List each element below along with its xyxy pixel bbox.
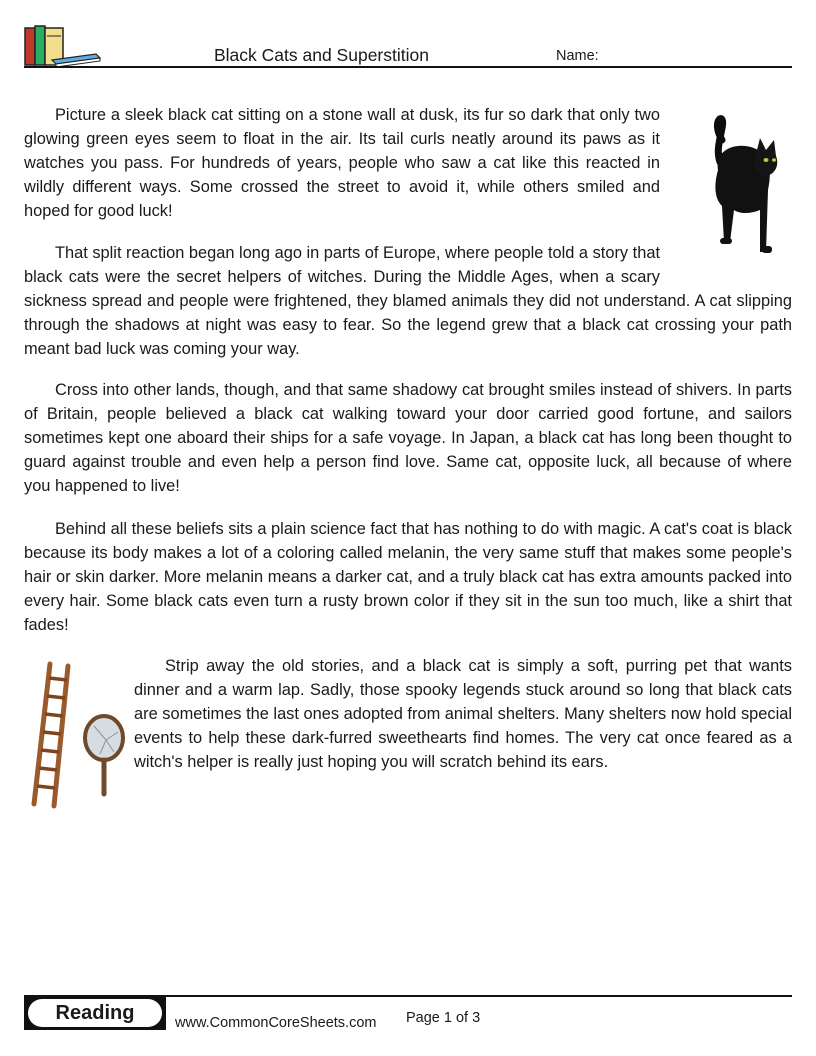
paragraph-5-text: Strip away the old stories, and a black cat is simply a soft, purring pet that wants dinner and a warm lap. Sadly, those spooky legends stuck around so long that black cats are sometimes the last ones adopted from animal shelters. Many shelters now hold special events to help these dark-furred sweethearts find homes. The very cat once feared as a witch's helper is really just hoping you will scratch behind its ears.: [134, 657, 792, 771]
paragraph-2: [24, 241, 792, 361]
site-url: www.CommonCoreSheets.com: [175, 1015, 377, 1031]
page-number: Page 1 of 3: [406, 1010, 481, 1026]
name-label: Name:: [556, 48, 599, 64]
paragraph-4: [24, 517, 792, 637]
ladder-float-spacer: [24, 654, 134, 804]
reading-badge: Reading: [28, 999, 162, 1027]
paragraph-3-text: Cross into other lands, though, and that same shadowy cat brought smiles instead of shivers. In parts of Britain, people believed a black cat walking toward your door carried good fortune, and sailors sometimes kept one aboard their ships for a safe voyage. In Japan, a black cat has long been thought to guard against trouble and even help a person find love. Same cat, opposite luck, all because of where you happened to live!: [24, 381, 792, 495]
paragraph-1-text: Picture a sleek black cat sitting on a stone wall at dusk, its fur so dark that only two glowing green eyes seem to float in the air. Its tail curls neatly around its paws as it watches you pass. For hundreds of years, people who saw a cat like this reacted in wildly different ways. Some crossed the street to avoid it, while others smiled and hoped for good luck!: [24, 106, 660, 220]
paragraph-4-text: Behind all these beliefs sits a plain science fact that has nothing to do with magic. A cat's coat is black because its body makes a lot of a coloring called melanin, the very same stuff that makes some people's hair or skin darker. More melanin means a darker cat, and a truly black cat has extra amounts packed into every hair. Some black cats even turn a rusty brown color if they sit in the sun too much, like a shirt that fades!: [24, 520, 792, 634]
paragraph-3: [24, 378, 792, 498]
cat-float-spacer-2: [660, 241, 792, 281]
paragraph-5: [24, 654, 792, 804]
header-divider: [24, 66, 792, 68]
paragraph-2-text: That split reaction began long ago in parts of Europe, where people told a story that black cats were the secret helpers of witches. During the Middle Ages, when a scary sickness spread and people were frightened, they blamed animals they did not understand. A cat slipping through the shadows at night was easy to fear. So the legend grew that a black cat crossing your path meant bad luck was coming your way.: [24, 244, 792, 358]
page-title: Black Cats and Superstition: [214, 45, 429, 65]
